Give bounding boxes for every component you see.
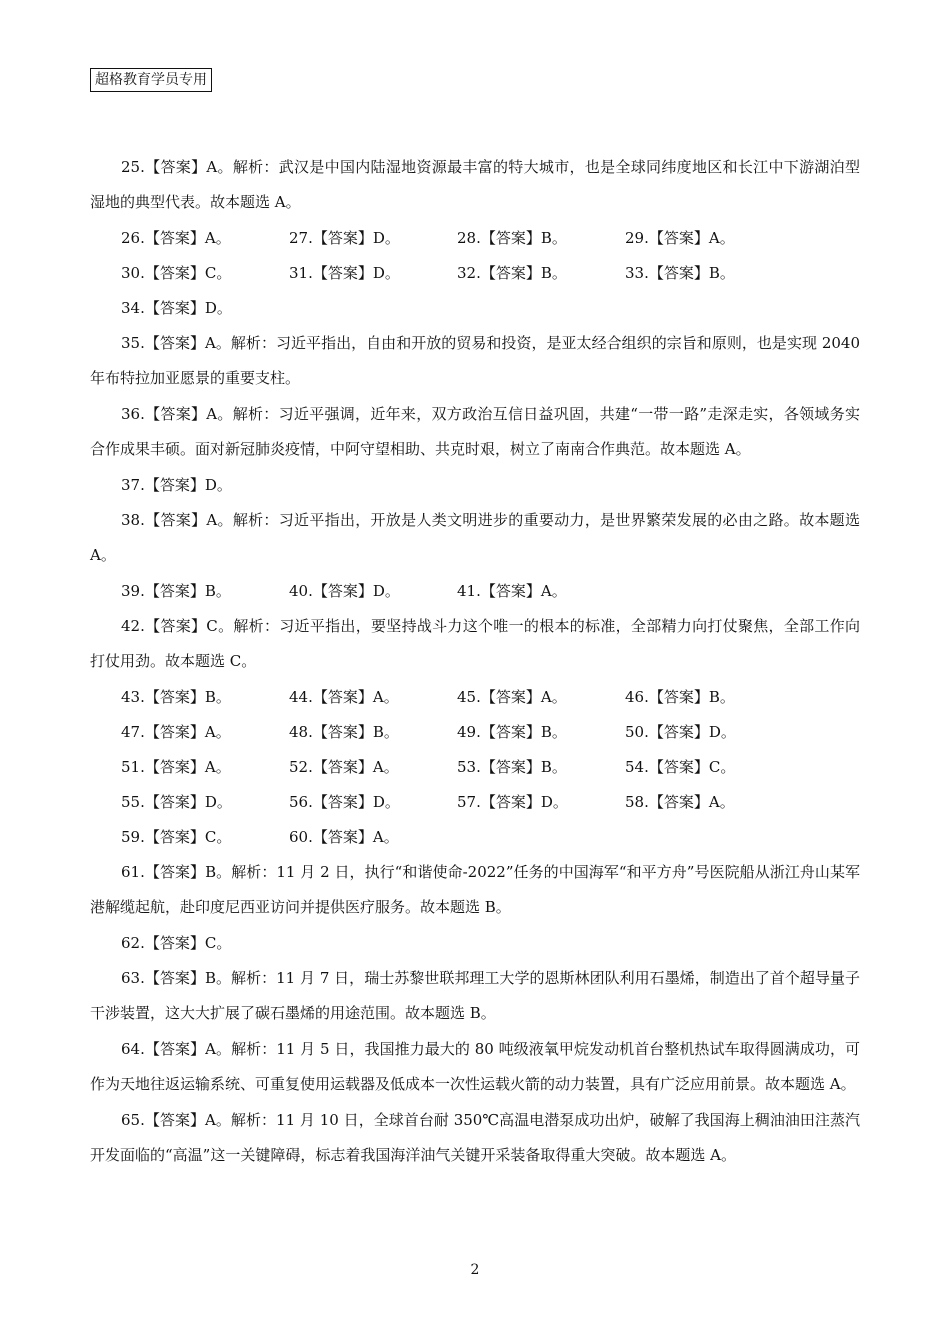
answer-row	[90, 926, 860, 961]
answer-56: 56.【答案】D。	[289, 793, 400, 811]
watermark-stamp: 超格教育学员专用	[90, 68, 212, 92]
answer-31: 31.【答案】D。	[289, 264, 400, 282]
answer-41: 41.【答案】A。	[457, 582, 567, 600]
answer-39: 39.【答案】B。	[121, 582, 231, 600]
answer-34: 34.【答案】D。	[121, 299, 232, 317]
answer-row	[90, 221, 860, 256]
answer-30: 30.【答案】C。	[121, 264, 232, 282]
answer-29: 29.【答案】A。	[625, 229, 735, 247]
answer-46: 46.【答案】B。	[625, 688, 735, 706]
answer-28: 28.【答案】B。	[457, 229, 567, 247]
answer-paragraph-42: 42.【答案】C。解析：习近平指出，要坚持战斗力这个唯一的根本的标准，全部精力向打仗聚焦，全部工作向打仗用劲。故本题选 C。	[90, 617, 860, 670]
answer-list	[90, 150, 860, 1174]
answer-53: 53.【答案】B。	[457, 758, 567, 776]
answer-row	[90, 291, 860, 326]
answer-48: 48.【答案】B。	[289, 723, 399, 741]
answer-49: 49.【答案】B。	[457, 723, 567, 741]
page-number: 2	[470, 1262, 480, 1278]
answer-40: 40.【答案】D。	[289, 582, 400, 600]
answer-paragraph-36: 36.【答案】A。解析：习近平强调，近年来，双方政治互信日益巩固，共建“一带一路”走深走实，各领域务实合作成果丰硕。面对新冠肺炎疫情，中阿守望相助、共克时艰，树立了南南合作典范。故本题选 A。	[90, 405, 860, 458]
answer-50: 50.【答案】D。	[625, 723, 736, 741]
answer-57: 57.【答案】D。	[457, 793, 568, 811]
answer-row	[90, 785, 860, 820]
answer-45: 45.【答案】A。	[457, 688, 567, 706]
answer-paragraph-35: 35.【答案】A。解析：习近平指出，自由和开放的贸易和投资，是亚太经合组织的宗旨和原则，也是实现 2040 年布特拉加亚愿景的重要支柱。	[90, 334, 860, 387]
answer-55: 55.【答案】D。	[121, 793, 232, 811]
answer-26: 26.【答案】A。	[121, 229, 231, 247]
answer-58: 58.【答案】A。	[625, 793, 735, 811]
answer-33: 33.【答案】B。	[625, 264, 735, 282]
answer-37: 37.【答案】D。	[121, 476, 232, 494]
answer-62: 62.【答案】C。	[121, 934, 232, 952]
answer-paragraph-63: 63.【答案】B。解析：11 月 7 日，瑞士苏黎世联邦理工大学的恩斯林团队利用石墨烯，制造出了首个超导量子干涉装置，这大大扩展了碳石墨烯的用途范围。故本题选 B。	[90, 969, 860, 1022]
answer-44: 44.【答案】A。	[289, 688, 399, 706]
answer-row	[90, 715, 860, 750]
answer-row	[90, 750, 860, 785]
answer-row	[90, 256, 860, 291]
answer-row	[90, 468, 860, 503]
answer-52: 52.【答案】A。	[289, 758, 399, 776]
answer-59: 59.【答案】C。	[121, 828, 232, 846]
answer-paragraph-64: 64.【答案】A。解析：11 月 5 日，我国推力最大的 80 吨级液氧甲烷发动机首台整机热试车取得圆满成功，可作为天地往返运输系统、可重复使用运载器及低成本一次性运载火箭的动力装置，具有广泛应用前景。故本题选 A。	[90, 1040, 860, 1093]
answer-row	[90, 820, 860, 855]
answer-47: 47.【答案】A。	[121, 723, 231, 741]
answer-paragraph-25: 25.【答案】A。解析：武汉是中国内陆湿地资源最丰富的特大城市，也是全球同纬度地区和长江中下游湖泊型湿地的典型代表。故本题选 A。	[90, 158, 860, 211]
answer-paragraph-61: 61.【答案】B。解析：11 月 2 日，执行“和谐使命-2022”任务的中国海军“和平方舟”号医院船从浙江舟山某军港解缆起航，赴印度尼西亚访问并提供医疗服务。故本题选 B。	[90, 863, 860, 916]
answer-row	[90, 680, 860, 715]
answer-27: 27.【答案】D。	[289, 229, 400, 247]
answer-32: 32.【答案】B。	[457, 264, 567, 282]
answer-51: 51.【答案】A。	[121, 758, 231, 776]
answer-paragraph-65: 65.【答案】A。解析：11 月 10 日，全球首台耐 350℃高温电潜泵成功出炉，破解了我国海上稠油油田注蒸汽开发面临的“高温”这一关键障碍，标志着我国海洋油气关键开采装备取得重大突破。故本题选 A。	[90, 1111, 860, 1164]
answer-paragraph-38: 38.【答案】A。解析：习近平指出，开放是人类文明进步的重要动力，是世界繁荣发展的必由之路。故本题选 A。	[90, 511, 860, 564]
answer-54: 54.【答案】C。	[625, 758, 736, 776]
answer-43: 43.【答案】B。	[121, 688, 231, 706]
answer-60: 60.【答案】A。	[289, 828, 399, 846]
answer-row	[90, 574, 860, 609]
